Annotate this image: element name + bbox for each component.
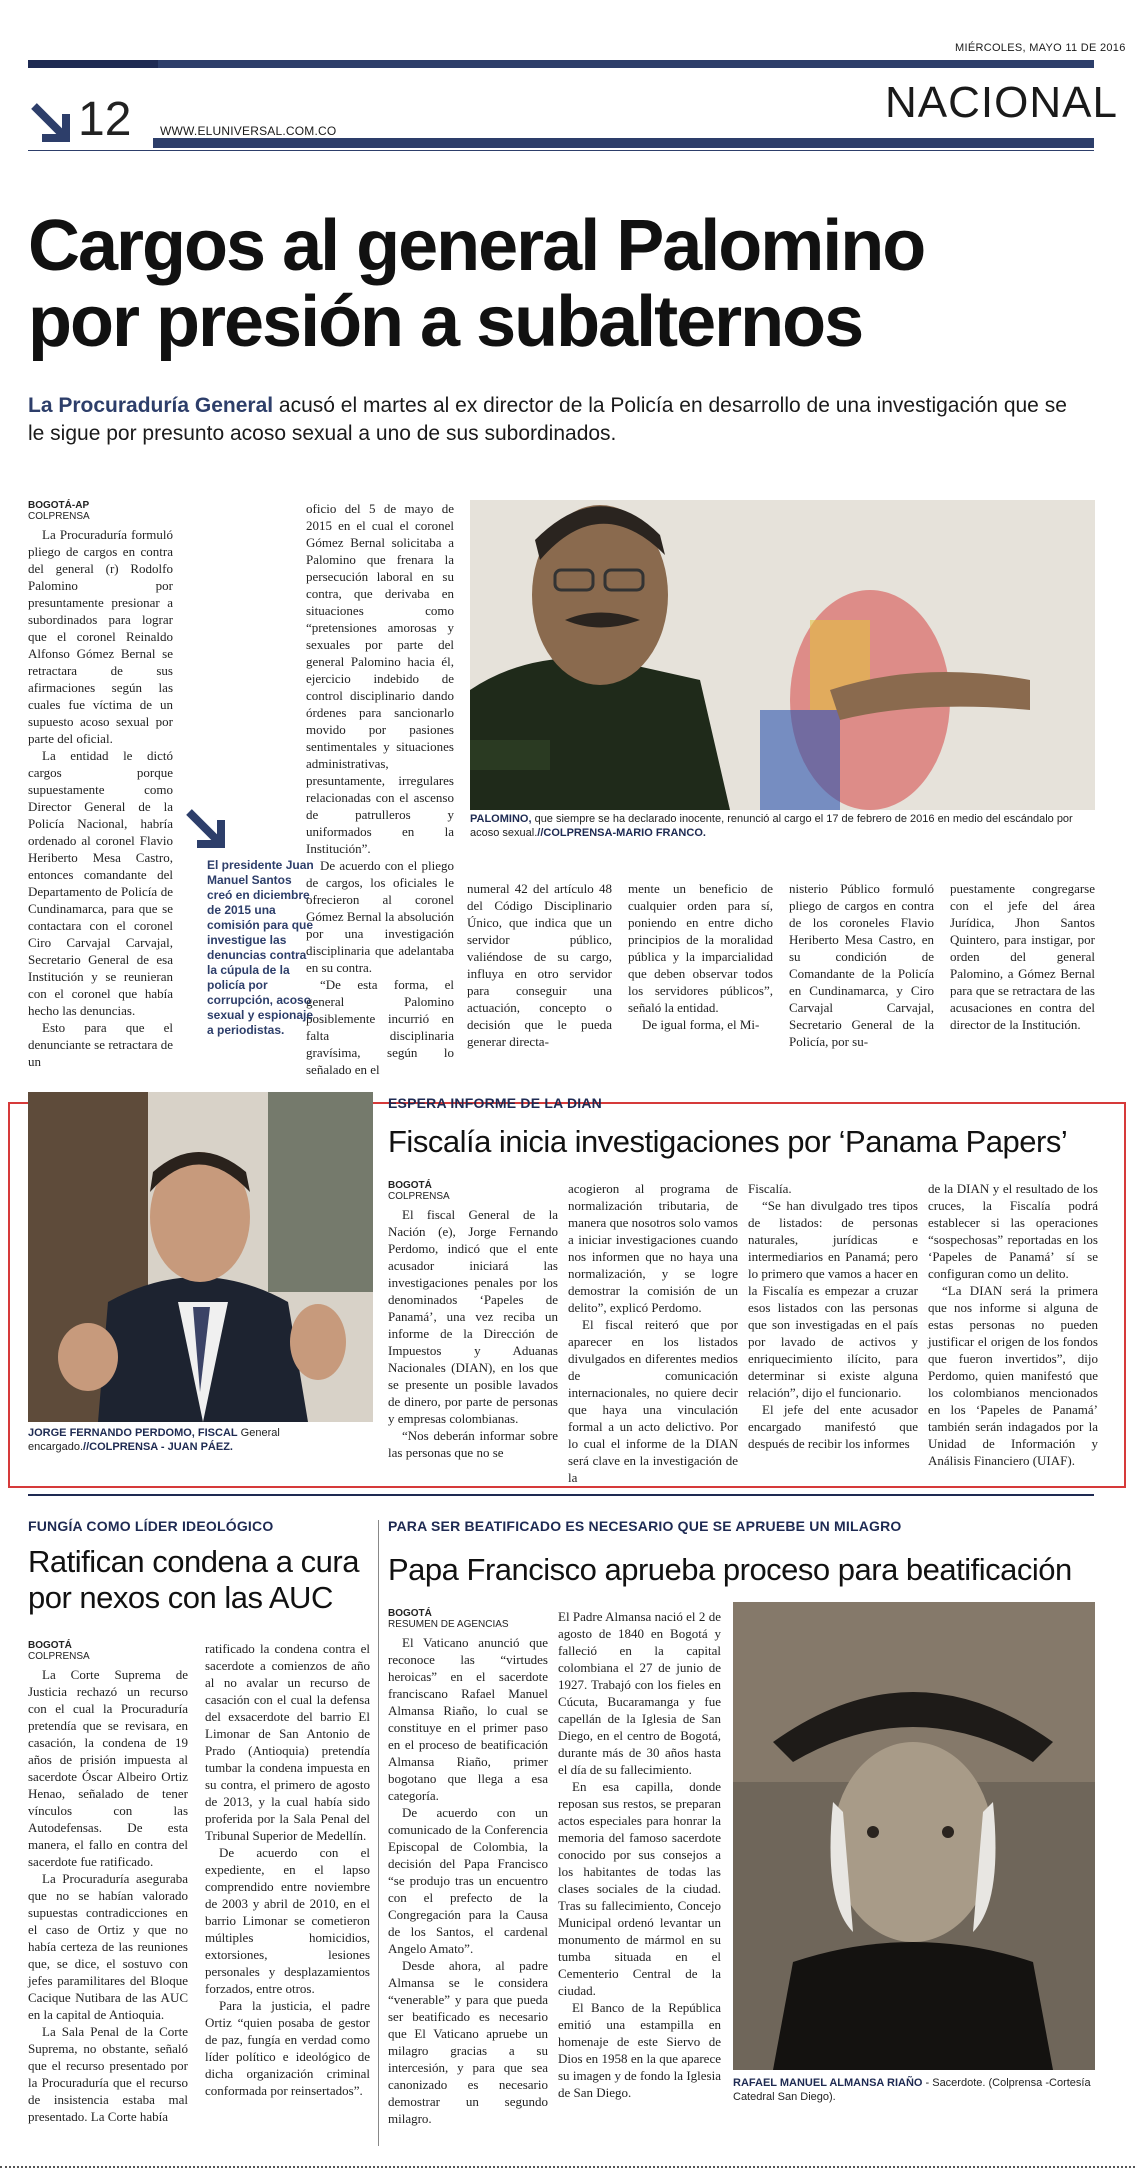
perdomo-photo-illustration [28, 1092, 373, 1422]
main-col-3 [467, 880, 612, 1050]
paragraph: El jefe del ente acusador encargado manifestó que después de recibir los informes [748, 1402, 918, 1451]
page-number-block [28, 93, 153, 146]
cura-dateline: BOGOTÁ [28, 1640, 72, 1651]
caption-text: que siempre se ha declarado inocente, renunció al cargo el 17 de febrero de 2016 en medio del escándalo por acoso sexual. [470, 813, 1073, 839]
main-dateline: BOGOTÁ-AP [28, 500, 90, 511]
dian-col-1 [388, 1180, 558, 1461]
header-rule-accent [28, 60, 158, 68]
paragraph: “La DIAN será la primera que nos informe si alguna de estas personas no pueden justificar el origen de los fondos que fueron invertidos”, dijo Perdomo, quien manifestó que los colombianos mencionados en los ‘Papeles de Panamá’ también serán indagados por la Unidad de Información y Análisis Financiero (UIAF). [928, 1283, 1098, 1468]
cura-agency: COLPRENSA [28, 1651, 90, 1662]
perdomo-caption [28, 1426, 373, 1454]
header-rule-top [28, 60, 1094, 68]
papa-col-1 [388, 1608, 548, 2127]
pull-quote-text: El presidente Juan Manuel Santos creó en diciembre de 2015 una comisión para que investigue las denuncias contra la cúpula de la policía por corrupción, acoso sexual y espionaje a periodistas. [207, 858, 314, 1037]
palomino-photo [470, 500, 1095, 810]
section-divider [28, 1494, 1094, 1496]
papa-col-2 [558, 1608, 721, 2101]
paragraph: De acuerdo con el pliego de cargos, los oficiales le ofrecieron al coronel Gómez Bernal la absolución por una investigación disciplinaria que adelantaba en su contra. [306, 858, 454, 975]
paragraph: Desde ahora, al padre Almansa se le considera “venerable” y para que pueda ser beatificado es necesario que El Vaticano apruebe un milagro gracias a su intercesión, y para que sea canonizado es necesario demostrar un segundo milagro. [388, 1958, 548, 2126]
caption-name: PALOMINO, [470, 813, 532, 825]
perdomo-photo [28, 1092, 373, 1422]
caption-name: RAFAEL MANUEL ALMANSA RIAÑO [733, 2077, 923, 2089]
almansa-photo [733, 1602, 1095, 2070]
paragraph: “Nos deberán informar sobre las personas que no se [388, 1428, 558, 1460]
almansa-photo-illustration [733, 1602, 1095, 2070]
arrow-down-right-icon [30, 102, 74, 146]
dian-agency: COLPRENSA [388, 1191, 450, 1202]
paragraph: “Se han divulgado tres tipos de listados: de personas naturales, jurídicas e intermediarios en Panamá; pero lo primero que vamos a hacer en la Fiscalía es empezar a cruzar esos listados con las personas que son investigadas en el país por lavado de activos y enriquecimiento ilícito, para determinar si existe alguna relación”, dijo el funcionario. [748, 1198, 918, 1400]
issue-date: MIÉRCOLES, MAYO 11 DE 2016 [955, 42, 1126, 54]
main-col-5 [789, 880, 934, 1050]
paragraph: acogieron al programa de normalización tributaria, de manera que nosotros solo vamos a iniciar investigaciones cuando nos informen que no haya una normalización, y se logre demostrar la comisión de un delito”, explicó Perdomo. [568, 1181, 738, 1315]
page-footer-rule [0, 2166, 1135, 2170]
paragraph: La Procuraduría aseguraba que no se habían valorado supuestas contradicciones en el caso de Ortiz y que no había certeza de las reuniones que, se dice, el sostuvo con jefes paramilitares del Bloque Cacique Nutibara de las AUC en la capital de Antioquia. [28, 1871, 188, 2022]
paragraph: oficio del 5 de mayo de 2015 en el cual el coronel Gómez Bernal solicitaba a Palomino que frenara la persecución laboral en su contra, que derivaba en situaciones como “pretensiones amorosas y sexuales por parte del general Palomino hacia él, ejercicio indebido de control disciplinario dando órdenes para sancionarlo movido por pasiones sentimentales y situaciones administrativas, presuntamente, irregulares relacionadas con el ascenso de patrulleros y uniformados en la Institución”. [306, 501, 454, 856]
palomino-caption [470, 812, 1095, 840]
dian-headline: Fiscalía inicia investigaciones por ‘Panama Papers’ [388, 1124, 1068, 1159]
main-lede [28, 392, 1088, 448]
dian-dateline: BOGOTÁ [388, 1180, 432, 1191]
main-headline: Cargos al general Palomino por presión a subalternos [28, 206, 925, 362]
paragraph: La Corte Suprema de Justicia rechazó un recurso con el cual la Procuraduría pretendía que se revisara, en casación, la condena de 19 años de prisión impuesta al sacerdote Óscar Albeiro Ortiz Henao, señalado de tener vínculos con las Autodefensas. De esta manera, el fallo en contra del sacerdote fue ratificado. [28, 1667, 188, 1869]
paragraph: mente un beneficio de cualquier orden para sí, poniendo en entre dicho principios de la moralidad pública y la imparcialidad que deben observar todos los servidores públicos”, señaló la entidad. [628, 881, 773, 1015]
caption-text: - Sacerdote. (Colprensa -Cortesía Catedral San Diego). [733, 2077, 1091, 2103]
dian-col-3 [748, 1180, 918, 1452]
paragraph: La Sala Penal de la Corte Suprema, no obstante, señaló que el recurso presentado por la Procuraduría que el recurso de insistencia estaba mal presentado. La Corte había [28, 2024, 188, 2124]
main-col-4 [628, 880, 773, 1033]
paragraph: El fiscal General de la Nación (e), Jorge Fernando Perdomo, indicó que el ente acusador iniciará las investigaciones penales por los denominados ‘Papeles de Panamá’, una vez reciba un informe de la Dirección de Impuestos y Aduanas Nacionales (DIAN), en los que se presente un posible lavados de dinero, por parte de personas y empresas colombianas. [388, 1207, 558, 1426]
papa-agency: RESUMEN DE AGENCIAS [388, 1619, 509, 1630]
header-hairline [28, 150, 1094, 151]
pull-quote [185, 808, 315, 1037]
lede-lead: La Procuraduría General [28, 394, 274, 417]
paragraph: El Padre Almansa nació el 2 de agosto de 1840 en Bogotá y falleció en la capital colombiana el 27 de junio de 1927. Trabajó con los fieles en Cúcuta, Bucaramanga y fue capellán de la Iglesia de San Diego, en el centro de Bogotá, durante más de 30 años hasta el día de su fallecimiento. [558, 1609, 721, 1777]
paragraph: De acuerdo con un comunicado de la Conferencia Episcopal de Colombia, la decisión del Papa Francisco “se produjo tras un encuentro con el prefecto de la Congregación para la Causa de los Santos, el cardenal Angelo Amato”. [388, 1805, 548, 1956]
paragraph: El Banco de la República emitió una estampilla en homenaje de este Siervo de Dios en 1958 en la que aparece su imagen y de fondo la Iglesia de San Diego. [558, 2000, 721, 2100]
main-col-6 [950, 880, 1095, 1033]
paragraph: de la DIAN y el resultado de los cruces, la Fiscalía podrá establecer si las operaciones “sospechosas” reportadas en los ‘Papeles de Panamá’ sí se configuran como un delito. [928, 1181, 1098, 1281]
paragraph: “De esta forma, el general Palomino posiblemente incurrió en falta disciplinaria gravísima, según lo señalado en el [306, 977, 454, 1077]
header-rule-bottom [153, 138, 1094, 148]
paragraph: numeral 42 del artículo 48 del Código Disciplinario Único, que indica que un servidor público, valiéndose de su cargo, influya en otro servidor para conseguir una actuación, concepto o decisión que le pueda generar directa- [467, 881, 612, 1049]
papa-headline: Papa Francisco aprueba proceso para beatificación [388, 1552, 1072, 1587]
cura-col-1 [28, 1640, 188, 2125]
paragraph: puestamente congregarse con el jefe del área Jurídica, Jhon Santos Quintero, para instigar, por orden del general Palomino, a Gómez Bernal para que se retractara de las acusaciones en contra del director de la Institución. [950, 881, 1095, 1032]
paragraph: La Procuraduría formuló pliego de cargos en contra del general (r) Rodolfo Palomino por presuntamente presionar a subordinados para lograr que el coronel Reinaldo Alfonso Gómez Bernal se retractara de sus afirmaciones según las cuales fue víctima de un supuesto acoso sexual por parte del oficial. [28, 527, 173, 746]
paragraph: En esa capilla, donde reposan sus restos, se preparan actos especiales para honrar la memoria del famoso sacerdote conocido por sus consejos a los habitantes de todas las clases sociales de la ciudad. Tras su fallecimiento, Concejo Municipal ordenó levantar un monumento de mármol en su tumba situada en el Cementerio Central de la ciudad. [558, 1779, 721, 1998]
main-col-2 [306, 500, 454, 1078]
papa-kicker: PARA SER BEATIFICADO ES NECESARIO QUE SE APRUEBE UN MILAGRO [388, 1518, 902, 1534]
dian-kicker: ESPERA INFORME DE LA DIAN [388, 1095, 602, 1111]
palomino-photo-illustration [470, 500, 1095, 810]
cura-kicker: FUNGÍA COMO LÍDER IDEOLÓGICO [28, 1518, 274, 1534]
site-url[interactable]: WWW.ELUNIVERSAL.COM.CO [160, 124, 337, 138]
paragraph: Para la justicia, el padre Ortiz “quien posaba de gestor de paz, fungía en verdad como líder político e ideológico de dicha organización criminal conformada por reinsertados”. [205, 1998, 370, 2098]
paragraph: ratificado la condena contra el sacerdote a comienzos de año al no avalar un recurso de casación con el cual la defensa del exsacerdote del barrio El Limonar de San Antonio de Prado (Antioquia) pretendía tumbar la condena impuesta en su contra, el primero de agosto de 2013, y la cual había sido proferida por la Sala Penal del Tribunal Superior de Medellín. [205, 1641, 370, 1843]
arrow-down-right-icon [185, 808, 229, 852]
caption-credit: //COLPRENSA - JUAN PÁEZ. [83, 1441, 233, 1453]
page-number: 12 [78, 93, 132, 146]
section-name: NACIONAL [885, 78, 1118, 127]
paragraph: De igual forma, el Mi- [642, 1017, 760, 1032]
paragraph: El fiscal reiteró que por aparecer en los listados divulgados en diferentes medios de comunicación internacionales, no quiere decir que haya una vinculación formal a un acto delictivo. Por lo cual el informe de la DIAN será clave en la investigación de la [568, 1317, 738, 1485]
caption-credit: //COLPRENSA-MARIO FRANCO. [537, 827, 706, 839]
dian-col-4 [928, 1180, 1098, 1469]
caption-name: JORGE FERNANDO PERDOMO, FISCAL [28, 1427, 238, 1439]
paragraph: El Vaticano anunció que reconoce las “virtudes heroicas” en el sacerdote franciscano Rafael Manuel Almansa Riaño, lo cual se constituye en el primer paso en el proceso de beatificación Almansa Riaño, primer bogotano que llega a esa categoría. [388, 1635, 548, 1803]
paragraph: Fiscalía. [748, 1181, 792, 1196]
column-divider [378, 1520, 379, 2146]
paragraph: La entidad le dictó cargos porque supuestamente como Director General de la Policía Nacional, habría ordenado al coronel Flavio Heriberto Mesa Castro, entonces comandante del Departamento de Policía de Cundinamarca, para que se contactara con el coronel Ciro Carvajal Carvajal, Secretario General de esa Institución y se reunieran con el coronel que había hecho las denuncias. [28, 748, 173, 1018]
main-agency: COLPRENSA [28, 511, 90, 522]
paragraph: nisterio Público formuló pliego de cargos en contra de los coroneles Flavio Heriberto Mesa Castro, en su condición de Comandante de la Policía en Cundinamarca, y Ciro Carvajal Carvajal, Secretario General de la Policía, por su- [789, 881, 934, 1049]
paragraph: Esto para que el denunciante se retractara de un [28, 1020, 173, 1069]
almansa-caption [733, 2076, 1095, 2104]
main-col-1 [28, 500, 173, 1070]
cura-col-2 [205, 1640, 370, 2099]
dian-col-2 [568, 1180, 738, 1486]
paragraph: De acuerdo con el expediente, en el lapso comprendido entre noviembre de 2003 y abril de 2010, en el barrio Limonar se cometieron múltiples homicidios, extorsiones, lesiones personales y desplazamientos forzados, entre otros. [205, 1845, 370, 1996]
cura-headline: Ratifican condena a cura por nexos con las AUC [28, 1544, 359, 1615]
lede-rest: acusó el martes al ex director de la Policía en desarrollo de una investigación que se le sigue por presunto acoso sexual a uno de sus subordinados. [28, 394, 1067, 445]
papa-dateline: BOGOTÁ [388, 1608, 432, 1619]
caption-text: General encargado. [28, 1427, 280, 1453]
